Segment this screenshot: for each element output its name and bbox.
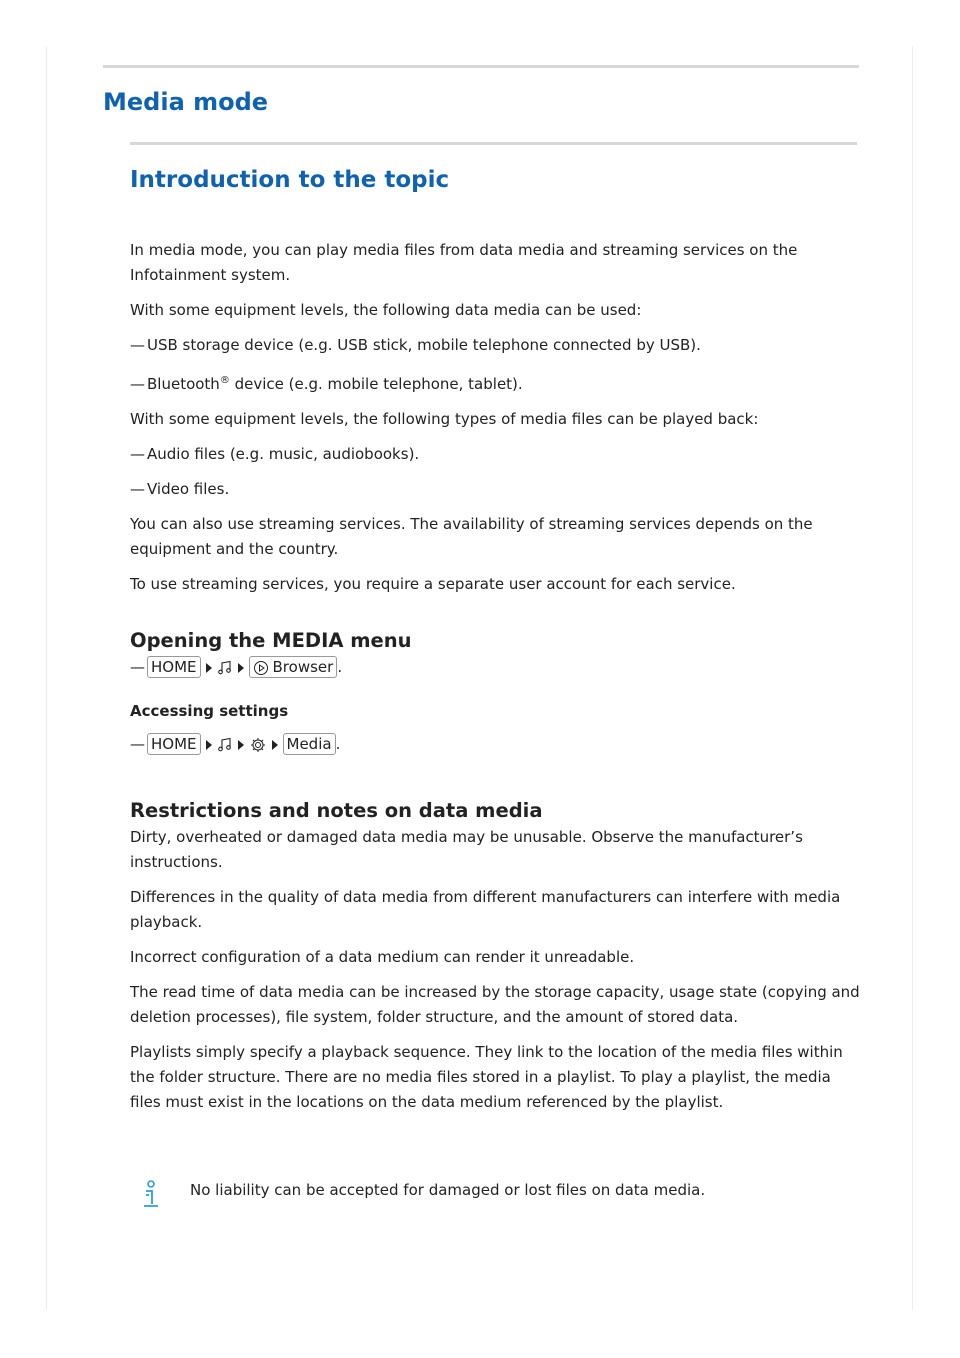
intro-paragraph-2: With some equipment levels, the following data media can be used: [130, 301, 642, 319]
right-margin-line [912, 46, 913, 1310]
home-key: HOME [147, 656, 201, 678]
play-circle-icon [253, 660, 269, 676]
note-text: No liability can be accepted for damaged or lost files on data media. [190, 1181, 706, 1199]
info-icon [140, 1180, 162, 1210]
restrictions-paragraph-4: The read time of data media can be increased by the storage capacity, usage state (copying and deletion processes), file system, folder structure, and the amount of stored data. [130, 983, 860, 1026]
browser-key: Browser [249, 656, 338, 678]
restrictions-paragraph-1: Dirty, overheated or damaged data media may be unusable. Observe the manufacturer’s instructions. [130, 828, 803, 871]
restrictions-paragraph-5: Playlists simply specify a playback sequence. They link to the location of the media files within the folder structure. There are no media files stored in a playlist. To play a playlist, the media files must exist in the locations on the data medium referenced by the playlist. [130, 1043, 843, 1111]
open-media-menu-steps: — HOME Browser . [130, 655, 865, 680]
step-arrow-icon [206, 740, 212, 750]
topic-divider [130, 142, 857, 145]
list-item-video: — Video files. [130, 477, 865, 502]
intro-paragraph-5: To use streaming services, you require a separate user account for each service. [130, 575, 736, 593]
step-arrow-icon [238, 740, 244, 750]
left-margin-line [46, 46, 47, 1310]
step-arrow-icon [272, 740, 278, 750]
intro-paragraph-3: With some equipment levels, the following types of media files can be played back: [130, 410, 759, 428]
step-arrow-icon [206, 663, 212, 673]
music-note-icon [217, 737, 233, 753]
accessing-settings-heading: Accessing settings [130, 702, 289, 720]
home-key: HOME [147, 733, 201, 755]
music-note-icon [217, 660, 233, 676]
step-arrow-icon [238, 663, 244, 673]
restrictions-heading: Restrictions and notes on data media [130, 799, 543, 822]
accessing-settings-steps: — HOME Media . [130, 732, 865, 757]
media-key: Media [283, 733, 336, 755]
gear-icon [249, 736, 267, 754]
restrictions-paragraph-3: Incorrect configuration of a data medium can render it unreadable. [130, 948, 635, 966]
restrictions-paragraph-2: Differences in the quality of data media from different manufacturers can interfere with media playback. [130, 888, 841, 931]
list-item-usb: — USB storage device (e.g. USB stick, mobile telephone connected by USB). [130, 333, 865, 358]
section-title: Media mode [103, 88, 269, 116]
top-divider [103, 65, 859, 68]
intro-paragraph-4: You can also use streaming services. The availability of streaming services depends on the equipment and the country. [130, 515, 813, 558]
topic-title: Introduction to the topic [130, 167, 450, 193]
open-media-menu-heading: Opening the MEDIA menu [130, 629, 412, 652]
list-item-bluetooth: — Bluetooth® device (e.g. mobile telephone, tablet). [130, 368, 865, 397]
main-content [130, 238, 865, 1115]
intro-paragraph-1: In media mode, you can play media files from data media and streaming services on the Infotainment system. [130, 241, 798, 284]
list-item-audio: — Audio files (e.g. music, audiobooks). [130, 442, 865, 467]
